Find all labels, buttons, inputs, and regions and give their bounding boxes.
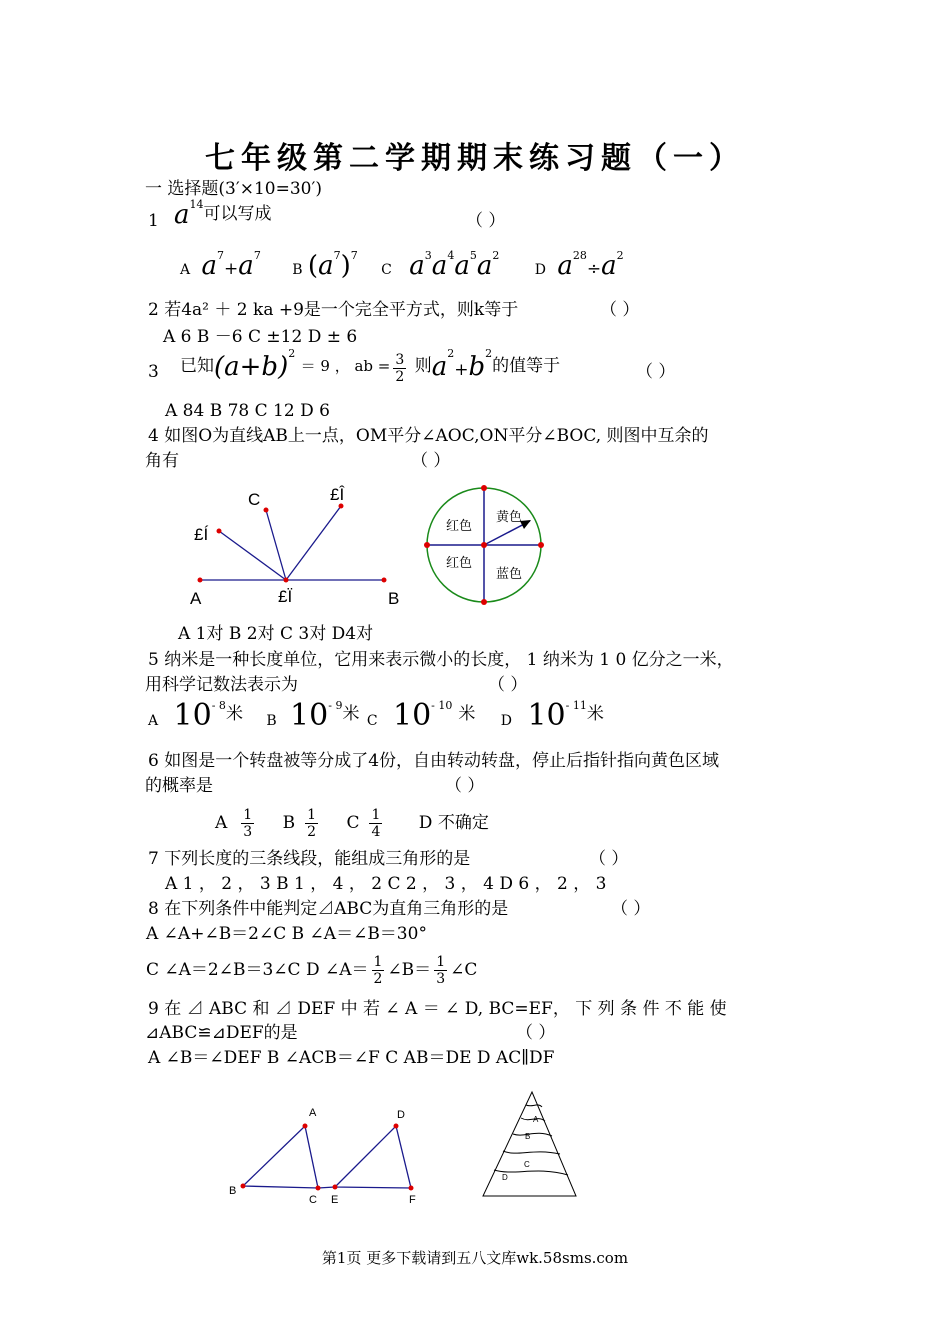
page-footer: 第1页 更多下载请到五八文库wk.58sms.com [321,1249,629,1267]
fig1-label-a: A [190,589,202,608]
fig1-label-b: B [388,589,400,608]
q8-text: 8 在下列条件中能判定⊿ABC为直角三角形的是 [148,899,509,919]
q8-options-cd: C ∠A＝2∠B＝3∠C D ∠A＝ $\frac{1}{2}$ ∠B＝ $\frac{1}{3}$ ∠C [146,954,478,987]
q3-options: A 84 B 78 C 12 D 6 [165,401,330,421]
q9-paren: （ ） [516,1023,556,1043]
q5-line2: 用科学记数法表示为 [145,675,298,695]
fig2-label-a: A [309,1107,317,1119]
fig2-label-c: C [309,1194,317,1206]
q2-paren: （ ） [600,300,640,320]
spinner-wheel [420,480,550,610]
q4-paren: （ ） [411,451,451,471]
fig1-label-o: £Ï [278,587,293,606]
q9-options: A ∠B＝∠DEF B ∠ACB＝∠F C AB＝DE D AC∥DF [148,1048,555,1068]
q9-line1: 9 在 ⊿ ABC 和 ⊿ DEF 中 若 ∠ A ＝ ∠ D, BC=EF， 下 列 条 件 不 能 使 [148,999,727,1019]
q4-line2: 角有 [145,451,179,471]
q4-options: A 1对 B 2对 C 3对 D4对 [178,624,374,644]
q1-options: A $a^7+a^7$ B $(a^7)^7$ C $a^3a^4a^5a^2$ D $a^{28}\div a^2$ [180,249,624,281]
torn-triangle-figure [480,1088,580,1200]
fig3-label-b: B [525,1132,531,1141]
section-heading: 一 选择题(3′×10=30′) [145,179,322,199]
q8-options-ab: A ∠A+∠B＝2∠C B ∠A＝∠B＝30° [146,924,427,944]
q1-number: 1 [148,211,159,231]
wheel-red-bottom: 红色 [446,555,473,570]
q7-text: 7 下列长度的三条线段，能组成三角形的是 [148,849,471,869]
q8-paren: （ ） [611,899,651,919]
q2-options: A 6 B －6 C ±12 D ± 6 [163,327,358,347]
q5-options: A $10^{- 8}$米 B $10^{- 9}$米 C $10^{- 10}$ 米 D $10^{- 11}$米 [148,698,604,733]
fig1-label-n: £Î [330,485,345,504]
fig2-label-d: D [397,1109,405,1121]
q1-expr: $a^{14}$可以写成 [174,198,272,230]
fig2-label-f: F [409,1194,416,1206]
q7-paren: （ ） [589,849,629,869]
fig1-label-c: C [248,490,261,509]
q6-paren: （ ） [445,776,485,796]
wheel-blue: 蓝色 [496,566,523,581]
q6-options: A $\frac{1}{3}$ B $\frac{1}{2}$ C $\frac{1}{4}$ D 不确定 [215,807,489,840]
q6-line2: 的概率是 [145,776,213,796]
fig2-label-e: E [331,1194,339,1206]
q1-paren: （ ） [466,211,506,231]
q7-options: A 1 ， 2 ， 3 B 1 ， 4 ， 2 C 2 ， 3 ， 4 D 6 ， 2 ， 3 [165,874,607,894]
q6-line1: 6 如图是一个转盘被等分成了4份，自由转动转盘，停止后指针指向黄色区域 [148,751,720,771]
wheel-yellow: 黄色 [496,509,523,524]
fig3-label-d: D [502,1173,508,1182]
q4-line1: 4 如图O为直线AB上一点，OM平分∠AOC,ON平分∠BOC, 则图中互余的 [148,426,709,446]
fig3-label-c: C [524,1160,530,1169]
q3-paren: （ ） [636,362,676,382]
page-title: 七年级第二学期期末练习题（一） [205,141,745,176]
triangles-figure [225,1102,425,1207]
q9-line2: ⊿ABC≌⊿DEF的是 [145,1023,298,1043]
q2-text: 2 若4a² ＋ 2 ka +9是一个完全平方式，则k等于 [148,300,519,320]
fig1-label-m: £Í [194,525,209,544]
angle-figure [180,478,420,610]
q5-paren: （ ） [488,675,528,695]
q5-line1: 5 纳米是一种长度单位，它用来表示微小的长度， 1 纳米为 1 0 亿分之一米， [148,650,734,670]
fig2-label-b: B [229,1185,237,1197]
fig3-label-a: A [533,1115,539,1124]
q3-expr: 已知$(a+b)^2 = 9$ ， ab = $\frac{3}{2}$ 则$a^2+b^2$的值等于 [180,347,561,385]
q3-number: 3 [148,362,159,382]
wheel-red-top: 红色 [446,518,473,533]
